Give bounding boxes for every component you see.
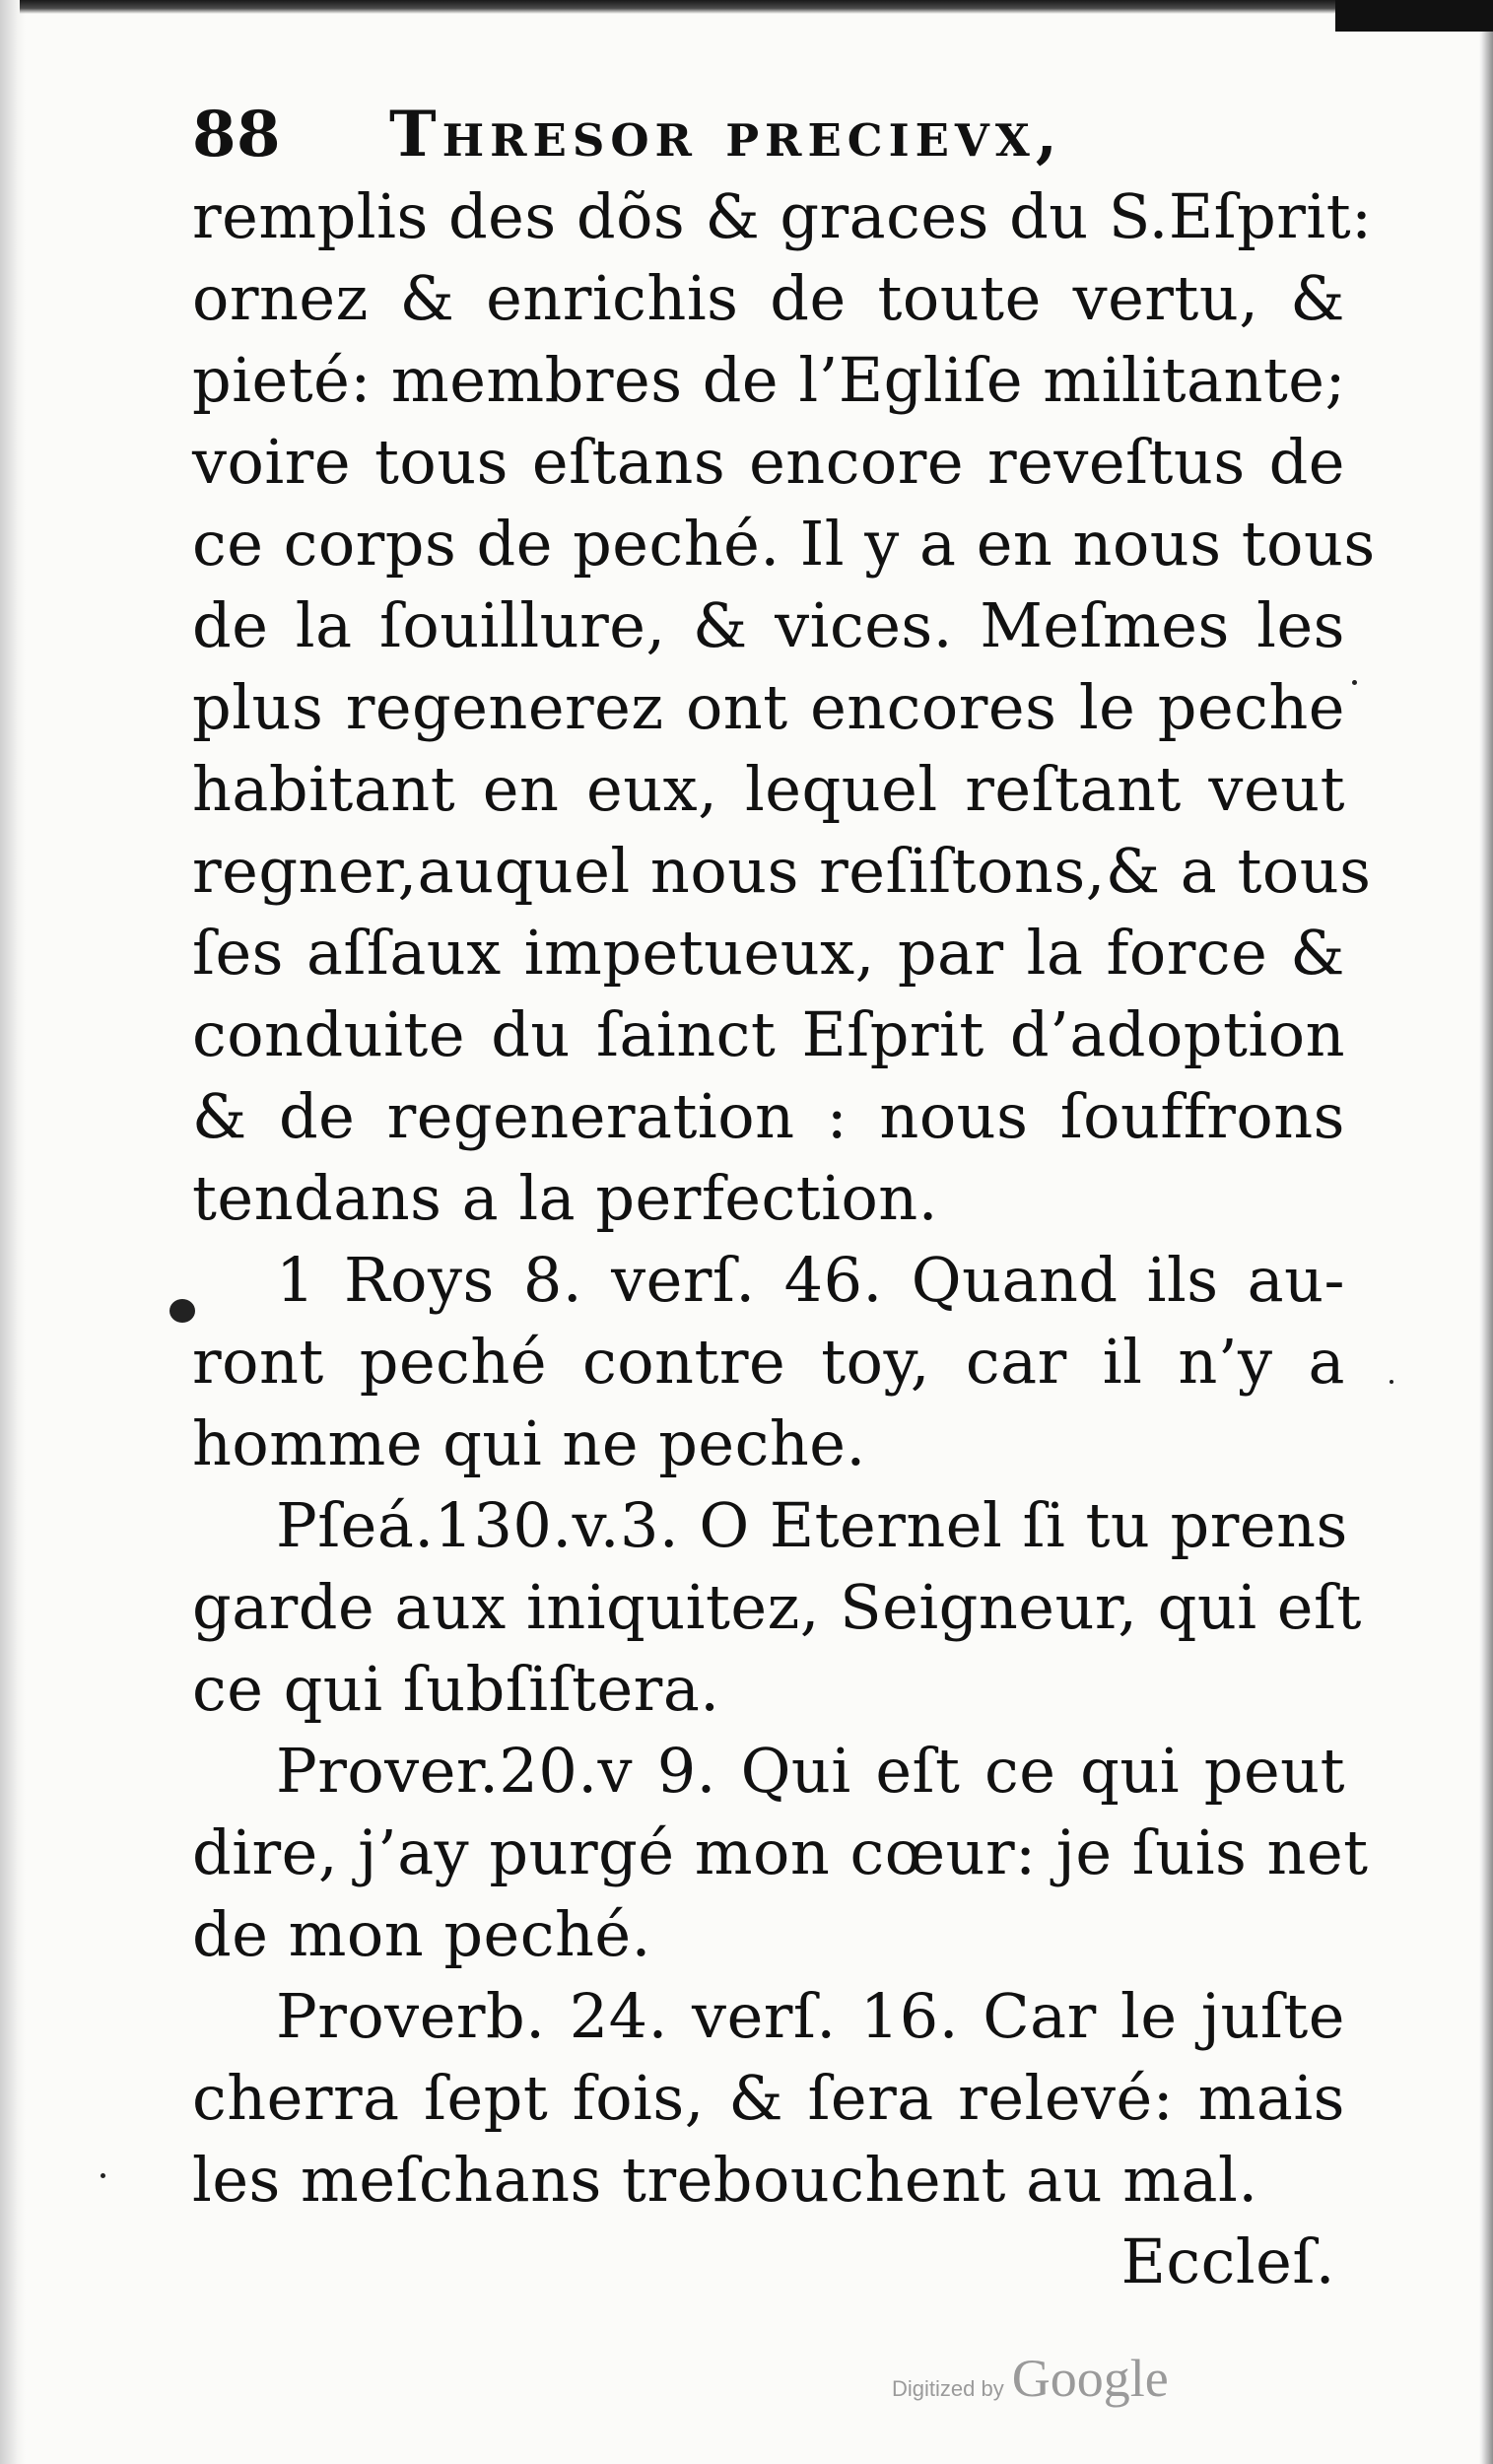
ink-blot — [170, 1299, 195, 1323]
text-line: habitant en eux, lequel reſtant veut — [192, 753, 1345, 825]
text-line: ce corps de peché. Il y a en nous tous — [192, 508, 1376, 580]
citation-line: ront peché contre toy, car il n’y a — [192, 1326, 1345, 1398]
text-line: & de regeneration : nous ſouffrons — [192, 1080, 1345, 1152]
page-edge-top — [20, 0, 1478, 14]
citation-line: homme qui ne peche. — [192, 1407, 866, 1479]
citation-line: ce qui ſubſiſtera. — [192, 1653, 720, 1725]
citation-block — [192, 1730, 1369, 1975]
citation-line: les meſchans trebouchent au mal. — [192, 2144, 1258, 2216]
watermark-prefix: Digitized by — [892, 2376, 1004, 2401]
digitization-watermark — [892, 2348, 1169, 2409]
running-title: Thresor precievx, — [389, 98, 1064, 171]
text-line: regner,auquel nous reſiſtons,& a tous — [192, 835, 1372, 907]
page-edge-left — [0, 0, 26, 2464]
text-line: plus regenerez ont encores le peche — [192, 671, 1345, 743]
text-line: voire tous eſtans encore reveſtus de — [192, 426, 1345, 498]
text-line: ornez & enrichis de toute vertu, & — [192, 262, 1345, 334]
page-header — [192, 94, 1345, 175]
text-line: remplis des dõs & graces du S.Eſprit: — [192, 180, 1373, 252]
catchword: Eccleſ. — [1120, 2225, 1335, 2297]
page-edge-right — [1479, 0, 1493, 2464]
ink-speck — [1352, 680, 1357, 685]
text-line: de la ſouillure, & vices. Meſmes les — [192, 589, 1345, 661]
citation-line: 1 Roys 8. verſ. 46. Quand ils au- — [276, 1244, 1345, 1316]
text-line: conduite du ſainct Eſprit d’adoption — [192, 998, 1345, 1070]
citation-block — [192, 1484, 1362, 1730]
ink-speck — [101, 2173, 105, 2178]
text-block — [192, 94, 1376, 2302]
ink-speck — [1390, 1380, 1393, 1384]
text-line: pieté: membres de l’Egliſe militante; — [192, 344, 1346, 416]
citation-line: garde aux iniquitez, Seigneur, qui eſt — [192, 1571, 1362, 1643]
citation-line: de mon peché. — [192, 1898, 651, 1970]
citation-block — [192, 1239, 1345, 1484]
citation-line: Proverb. 24. verſ. 16. Car le juſte — [276, 1980, 1345, 2052]
citation-line: cherra ſept fois, & ſera relevé: mais — [192, 2062, 1345, 2134]
citation-line: Prover.20.v 9. Qui eſt ce qui peut — [276, 1735, 1345, 1807]
citation-block — [192, 1975, 1345, 2221]
text-line: ſes aſſaux impetueux, par la force & — [192, 917, 1345, 989]
google-logo: Google — [1011, 2349, 1169, 2408]
page-number: 88 — [192, 98, 282, 171]
citation-line: Pſeá.130.v.3. O Eternel ſi tu prens — [276, 1489, 1348, 1561]
citation-line: dire, j’ay purgé mon cœur: je ſuis net — [192, 1816, 1369, 1888]
text-line: tendans a la perfection. — [192, 1162, 938, 1234]
page-edge-top-corner — [1335, 0, 1493, 32]
body-paragraph — [192, 175, 1376, 1239]
